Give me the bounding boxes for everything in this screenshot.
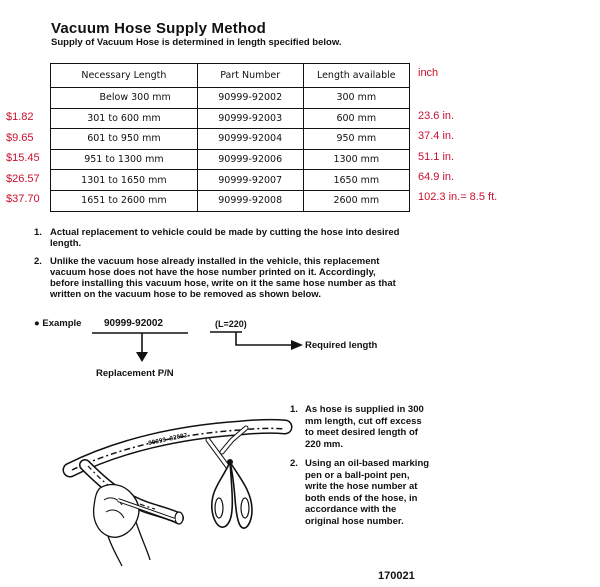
- note-number: 2.: [34, 256, 42, 267]
- necessary-length-cell: 601 to 950 mm: [51, 129, 198, 150]
- price-annotation: $26.57: [6, 173, 40, 185]
- part-number-cell: 90999-92007: [197, 170, 303, 191]
- side-note-1: [290, 404, 432, 452]
- price-annotation: $37.70: [6, 193, 40, 205]
- column-header-necessary-length: Necessary Length: [51, 64, 198, 88]
- necessary-length-cell: 301 to 600 mm: [51, 108, 198, 129]
- side-note-number: 2.: [290, 458, 298, 469]
- note-number: 1.: [34, 227, 42, 238]
- side-note-text: Using an oil-based marking pen or a ball-point pen, write the hose number at both ends of the hose, in accordance with the original hose number.: [305, 458, 430, 527]
- length-available-cell: 1650 mm: [303, 170, 409, 191]
- required-length-label: Required length: [305, 340, 378, 351]
- length-available-cell: 2600 mm: [303, 190, 409, 211]
- necessary-length-cell: 1301 to 1650 mm: [51, 170, 198, 191]
- part-number-cell: 90999-92008: [197, 190, 303, 211]
- necessary-length-cell: 951 to 1300 mm: [51, 149, 198, 170]
- side-note-text: As hose is supplied in 300 mm length, cut off excess to meet desired length of 220 mm.: [305, 404, 424, 450]
- page-subtitle: Supply of Vacuum Hose is determined in length specified below.: [51, 37, 342, 48]
- figure-code: 170021: [378, 570, 415, 582]
- example-part-number: 90999-92002: [104, 318, 163, 329]
- inch-annotation: 23.6 in.: [418, 110, 455, 122]
- price-annotation: $9.65: [6, 132, 34, 144]
- inch-label: inch: [418, 67, 439, 79]
- page-title: Vacuum Hose Supply Method: [51, 20, 267, 37]
- replacement-pn-label: Replacement P/N: [96, 368, 174, 379]
- example-label: ● Example: [34, 318, 82, 329]
- note-text: Unlike the vacuum hose already installed in the vehicle, this replacement vacuum hose does not have the hose number printed on it. Accordingly, before installing this vacuum hose, write on it the same hose number as that written on the vacuum hose to be removed as shown below.: [50, 256, 396, 300]
- column-header-part-number: Part Number: [197, 64, 303, 88]
- necessary-length-cell: 1651 to 2600 mm: [51, 190, 198, 211]
- part-number-cell: 90999-92006: [197, 149, 303, 170]
- part-number-cell: 90999-92003: [197, 108, 303, 129]
- length-available-cell: 1300 mm: [303, 149, 409, 170]
- inch-annotation: 51.1 in.: [418, 151, 455, 163]
- part-number-cell: 90999-92004: [197, 129, 303, 150]
- inch-annotation: 64.9 in.: [418, 171, 455, 183]
- length-available-cell: 600 mm: [303, 108, 409, 129]
- necessary-length-cell: Below 300 mm: [51, 88, 198, 109]
- side-note-2: [290, 458, 432, 542]
- part-number-cell: 90999-92002: [197, 88, 303, 109]
- length-available-cell: 300 mm: [303, 88, 409, 109]
- price-annotation: $15.45: [6, 152, 40, 164]
- inch-annotation: 37.4 in.: [418, 130, 455, 142]
- side-note-number: 1.: [290, 404, 298, 415]
- example-length-code: (L=220): [215, 319, 247, 329]
- price-annotation: $1.82: [6, 111, 34, 123]
- hose-marking: 90999-92002: [147, 431, 189, 448]
- length-available-cell: 950 mm: [303, 129, 409, 150]
- note-text: Actual replacement to vehicle could be made by cutting the hose into desired length.: [50, 227, 400, 249]
- inch-annotation: 102.3 in.= 8.5 ft.: [418, 191, 498, 203]
- column-header-length-available: Length available: [303, 64, 409, 88]
